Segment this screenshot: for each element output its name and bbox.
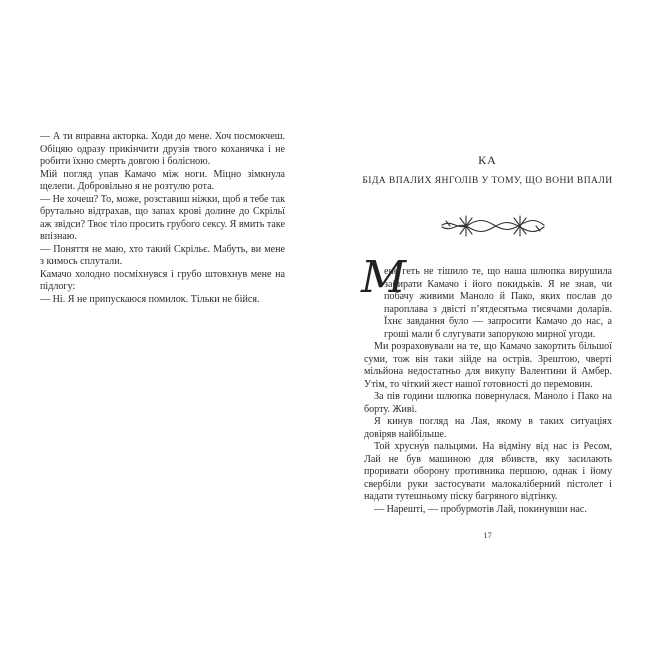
left-page-text: [40, 131, 285, 306]
first-paragraph: ене геть не тішило те, що наша шлюпка вирушила забирати Камачо і його покидьків. Я не знав, чи побачу живими Маноло й Пако, яких послав до пароплава з двісті п’ятдесятьма тисячами доларів. Їхнє завдання було — запросити Камачо до нас, а гроші мали б слугувати запорукою мирної угоди.: [384, 266, 612, 340]
paragraph: Мій погляд упав Камачо між ноги. Міцно зімкнула щелепи. Добровільно я не розтулю рота.: [40, 168, 285, 192]
paragraph: — Ні. Я не припускаюся помилок. Тільки не бійся.: [40, 293, 260, 305]
paragraph: Я кинув погляд на Лая, якому в таких ситуаціях довіряв найбільше.: [364, 416, 612, 440]
paragraph: Той хрусну́в пальцями. На відміну від нас із Ресом, Лай не був машиною для вбивств, яку засилають проривати оборону противника першою, однак і йому свербіли руки застосувати малокаліберний пістолет і надати тутешньому піску багряного відтінку.: [364, 441, 612, 502]
page-number: 17: [483, 530, 492, 540]
drop-cap: М: [361, 252, 407, 303]
paragraph: Ми розраховували на те, що Камачо закортить більшої суми, тож він таки зійде на острів. Зрештою, чверті мільйона недостатньо для викупу Валентини й Амбер. Утім, то чіткий жест нашої готовності до перемовин.: [364, 341, 612, 390]
paragraph: — А ти вправна акторка. Ходи до мене. Хоч посмокчеш. Обіцяю одразу прикінчити друзів твого коханячка і не робити їхню смерть довгою і болісною.: [40, 131, 285, 167]
paragraph: — Поняття не маю, хто такий Скрільє. Мабуть, ви мене з кимось сплутали.: [40, 243, 285, 267]
paragraph: Камачо холодно посміхнувся і грубо штовхнув мене на підлогу:: [40, 268, 285, 292]
chapter-number: КА: [478, 153, 497, 167]
right-page-text: [364, 266, 612, 516]
paragraph: За пів години шлюпка повернулася. Маноло і Пако на борту. Живі.: [364, 391, 612, 415]
paragraph: — Не хочеш? То, може, розставиш ніжки, щоб я тебе так брутально відтрахав, що запах крові долине до Скрільї аж звідси? Твоє тіло просить грубого сексу. Я вмить таке впізнаю.: [40, 193, 285, 242]
paragraph: — Нарешті, — пробурмотів Лай, покинувши нас.: [374, 503, 587, 515]
barbed-wire-ornament-icon: [438, 205, 548, 241]
chapter-title: БІДА ВПАЛИХ ЯНГОЛІВ У ТОМУ, ЩО ВОНИ ВПАЛИ: [362, 175, 613, 186]
